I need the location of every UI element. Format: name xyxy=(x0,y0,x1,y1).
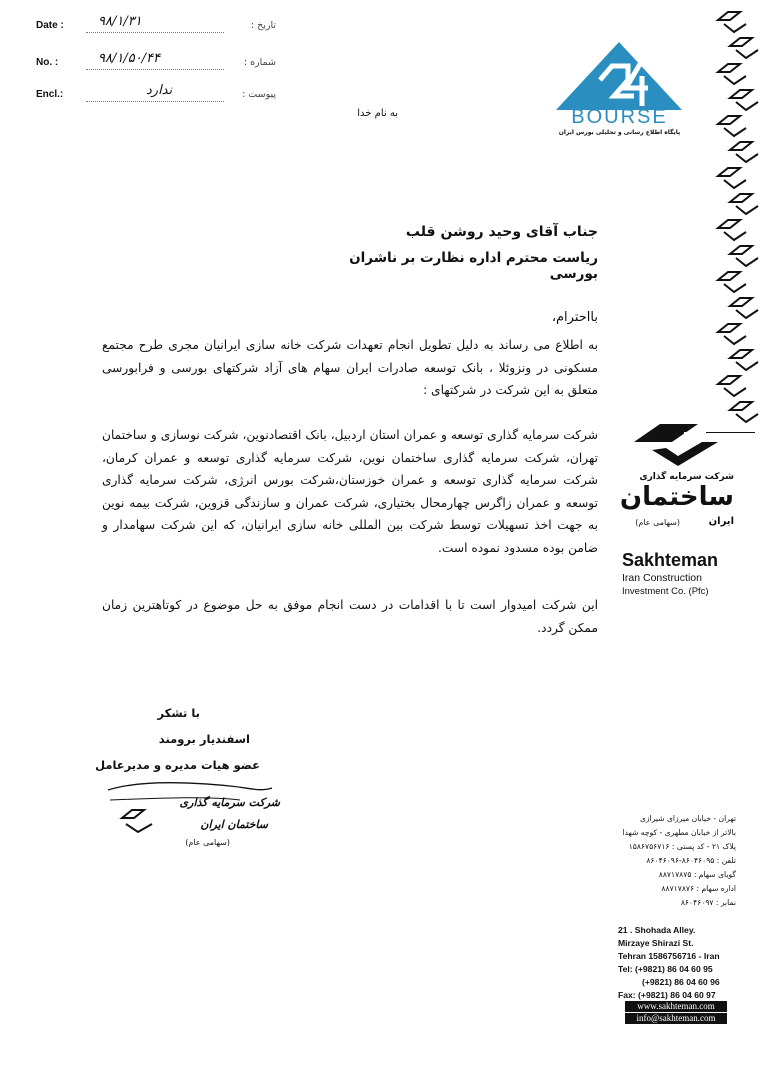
paragraph-1: به اطلاع می رساند به دلیل تطویل انجام تعهدات شرکت خانه سازی ایرانیان مجری طرح مجتمع مسکونی در ونزوئلا ، بانک توسعه صادرات ایران سهام های آزاد شرکتهای بورسی و فرابورسی متعلق به این شرکت در شرکتهای : xyxy=(102,338,598,398)
website-link[interactable]: www.sakhteman.com xyxy=(625,1001,727,1012)
enclosure-row xyxy=(36,83,276,105)
company-fa-name: ساختمان xyxy=(619,482,734,512)
stamp-line3: (سهامی عام) xyxy=(185,838,230,847)
address-en-line: Fax: (+9821) 86 04 60 97 xyxy=(618,990,716,1000)
address-en-line: 21 . Shohada Alley. xyxy=(618,925,696,935)
address-fa-line: گویای سهام : ۸۸۷۱۷۸۷۵ xyxy=(658,870,736,879)
bourse-tagline: پایگاه اطلاع رسانی و تحلیلی بورس ایران xyxy=(558,129,681,136)
number-value: ۹۸/۱/۵۰/۴۴ xyxy=(98,51,161,66)
salutation: بااحترام، xyxy=(551,310,598,325)
paragraph-2: شرکت سرمایه گذاری توسعه و عمران استان اردبیل، بانک اقتصادنوین، شرکت نوسازی و ساختمان تهران، شرکت سرمایه گذاری ساختمان نوین، شرکت سرمایه گذاری توسعه و عمران کرمان، شرکت سرمایه گذاری توسعه و عمران خوزستان،شرکت بورس انرژی، شرکت سرمایه گذاری توسعه و عمران زاگرس چهارمحال بختیاری، شرکت عمران و سازندگی قزوین، شرکت بیمه نوین به جهت اخذ تسهیلات توسط شرکت بین المللی خانه سازی ایرانیان، که این شرکت سهامدار و ضامن بوده مسدود نموده است. xyxy=(102,428,598,555)
email-link[interactable]: info@sakhteman.com xyxy=(625,1013,727,1024)
invocation: به نام خدا xyxy=(357,108,398,119)
sakhteman-logo-icon xyxy=(622,420,732,470)
signature-position: عضو هیات مدیره و مدیرعامل xyxy=(95,758,260,772)
company-en-name: Sakhteman xyxy=(622,550,719,570)
bourse-word: BOURSE xyxy=(571,106,668,128)
enclosure-label-en: Encl.: xyxy=(36,89,64,100)
company-fa-line1: شرکت سرمایه گذاری xyxy=(639,472,734,482)
number-dots xyxy=(86,69,224,70)
address-fa-line: پلاک ۲۱ - کد پستی : ۱۵۸۶۷۵۶۷۱۶ xyxy=(628,842,736,851)
number-label-en: No. : xyxy=(36,57,59,68)
enclosure-value: ندارد xyxy=(146,83,173,98)
company-en-line2: Iran Construction xyxy=(622,572,702,584)
company-logo-block xyxy=(619,420,742,600)
recipient-title: ریاست محترم اداره نظارت بر ناشران بورسی xyxy=(349,250,598,282)
signature-name: اسفندیار برومند xyxy=(158,732,250,746)
pattern-row xyxy=(718,12,746,32)
signature-closing: با تشکر xyxy=(157,706,200,720)
date-row xyxy=(36,14,276,36)
number-row xyxy=(36,51,276,73)
recipient-name: جناب آقای وحید روشن قلب xyxy=(405,224,598,240)
address-fa-line: تلفن : ۸۶۰۴۶۰۹۵-۸۶۰۴۶۰۹۶ xyxy=(646,856,736,865)
company-en-line3: Investment Co. (Pfc) xyxy=(622,586,709,597)
enclosure-label-fa: پیوست : xyxy=(242,89,276,100)
enclosure-dots xyxy=(86,101,224,102)
date-value: ۹۸/۱/۳۱ xyxy=(98,14,142,29)
address-en-line: (+9821) 86 04 60 96 xyxy=(642,977,720,987)
address-en-block xyxy=(618,924,728,1002)
address-fa-line: بالاتر از خیابان مطهری - کوچه شهدا xyxy=(622,828,736,837)
address-en-line: Mirzaye Shirazi St. xyxy=(618,938,694,948)
address-fa-line: نمابر : ۸۶۰۴۶۰۹۷ xyxy=(680,898,736,907)
address-fa-line: اداره سهام : ۸۸۷۱۷۸۷۶ xyxy=(661,884,736,893)
paragraph-3: این شرکت امیدوار است تا با اقدامات در دست انجام موفق به حل موضوع در کوتاهترین زمان ممکن گردد. xyxy=(102,598,598,635)
watermark-logo-pattern xyxy=(690,0,761,440)
address-fa-line: تهران - خیابان میرزای شیرازی xyxy=(639,814,736,823)
address-en-line: Tel: (+9821) 86 04 60 95 xyxy=(618,964,713,974)
stamp-line2: ساختمان ایران xyxy=(200,818,268,831)
address-fa-block xyxy=(606,812,736,910)
address-en-line: Tehran 1586756716 - Iran xyxy=(618,951,720,961)
stamp-line1: شرکت سرمایه گذاری xyxy=(179,796,280,809)
bourse-logo xyxy=(552,40,687,140)
bourse-triangle-icon xyxy=(552,40,687,112)
date-dots xyxy=(86,32,224,33)
number-label-fa: شماره : xyxy=(243,57,276,68)
date-label-fa: تاریخ : xyxy=(250,20,276,31)
date-label-en: Date : xyxy=(36,20,64,31)
company-fa-iran: ایران xyxy=(708,516,734,527)
company-fa-type: (سهامی عام) xyxy=(635,518,680,527)
